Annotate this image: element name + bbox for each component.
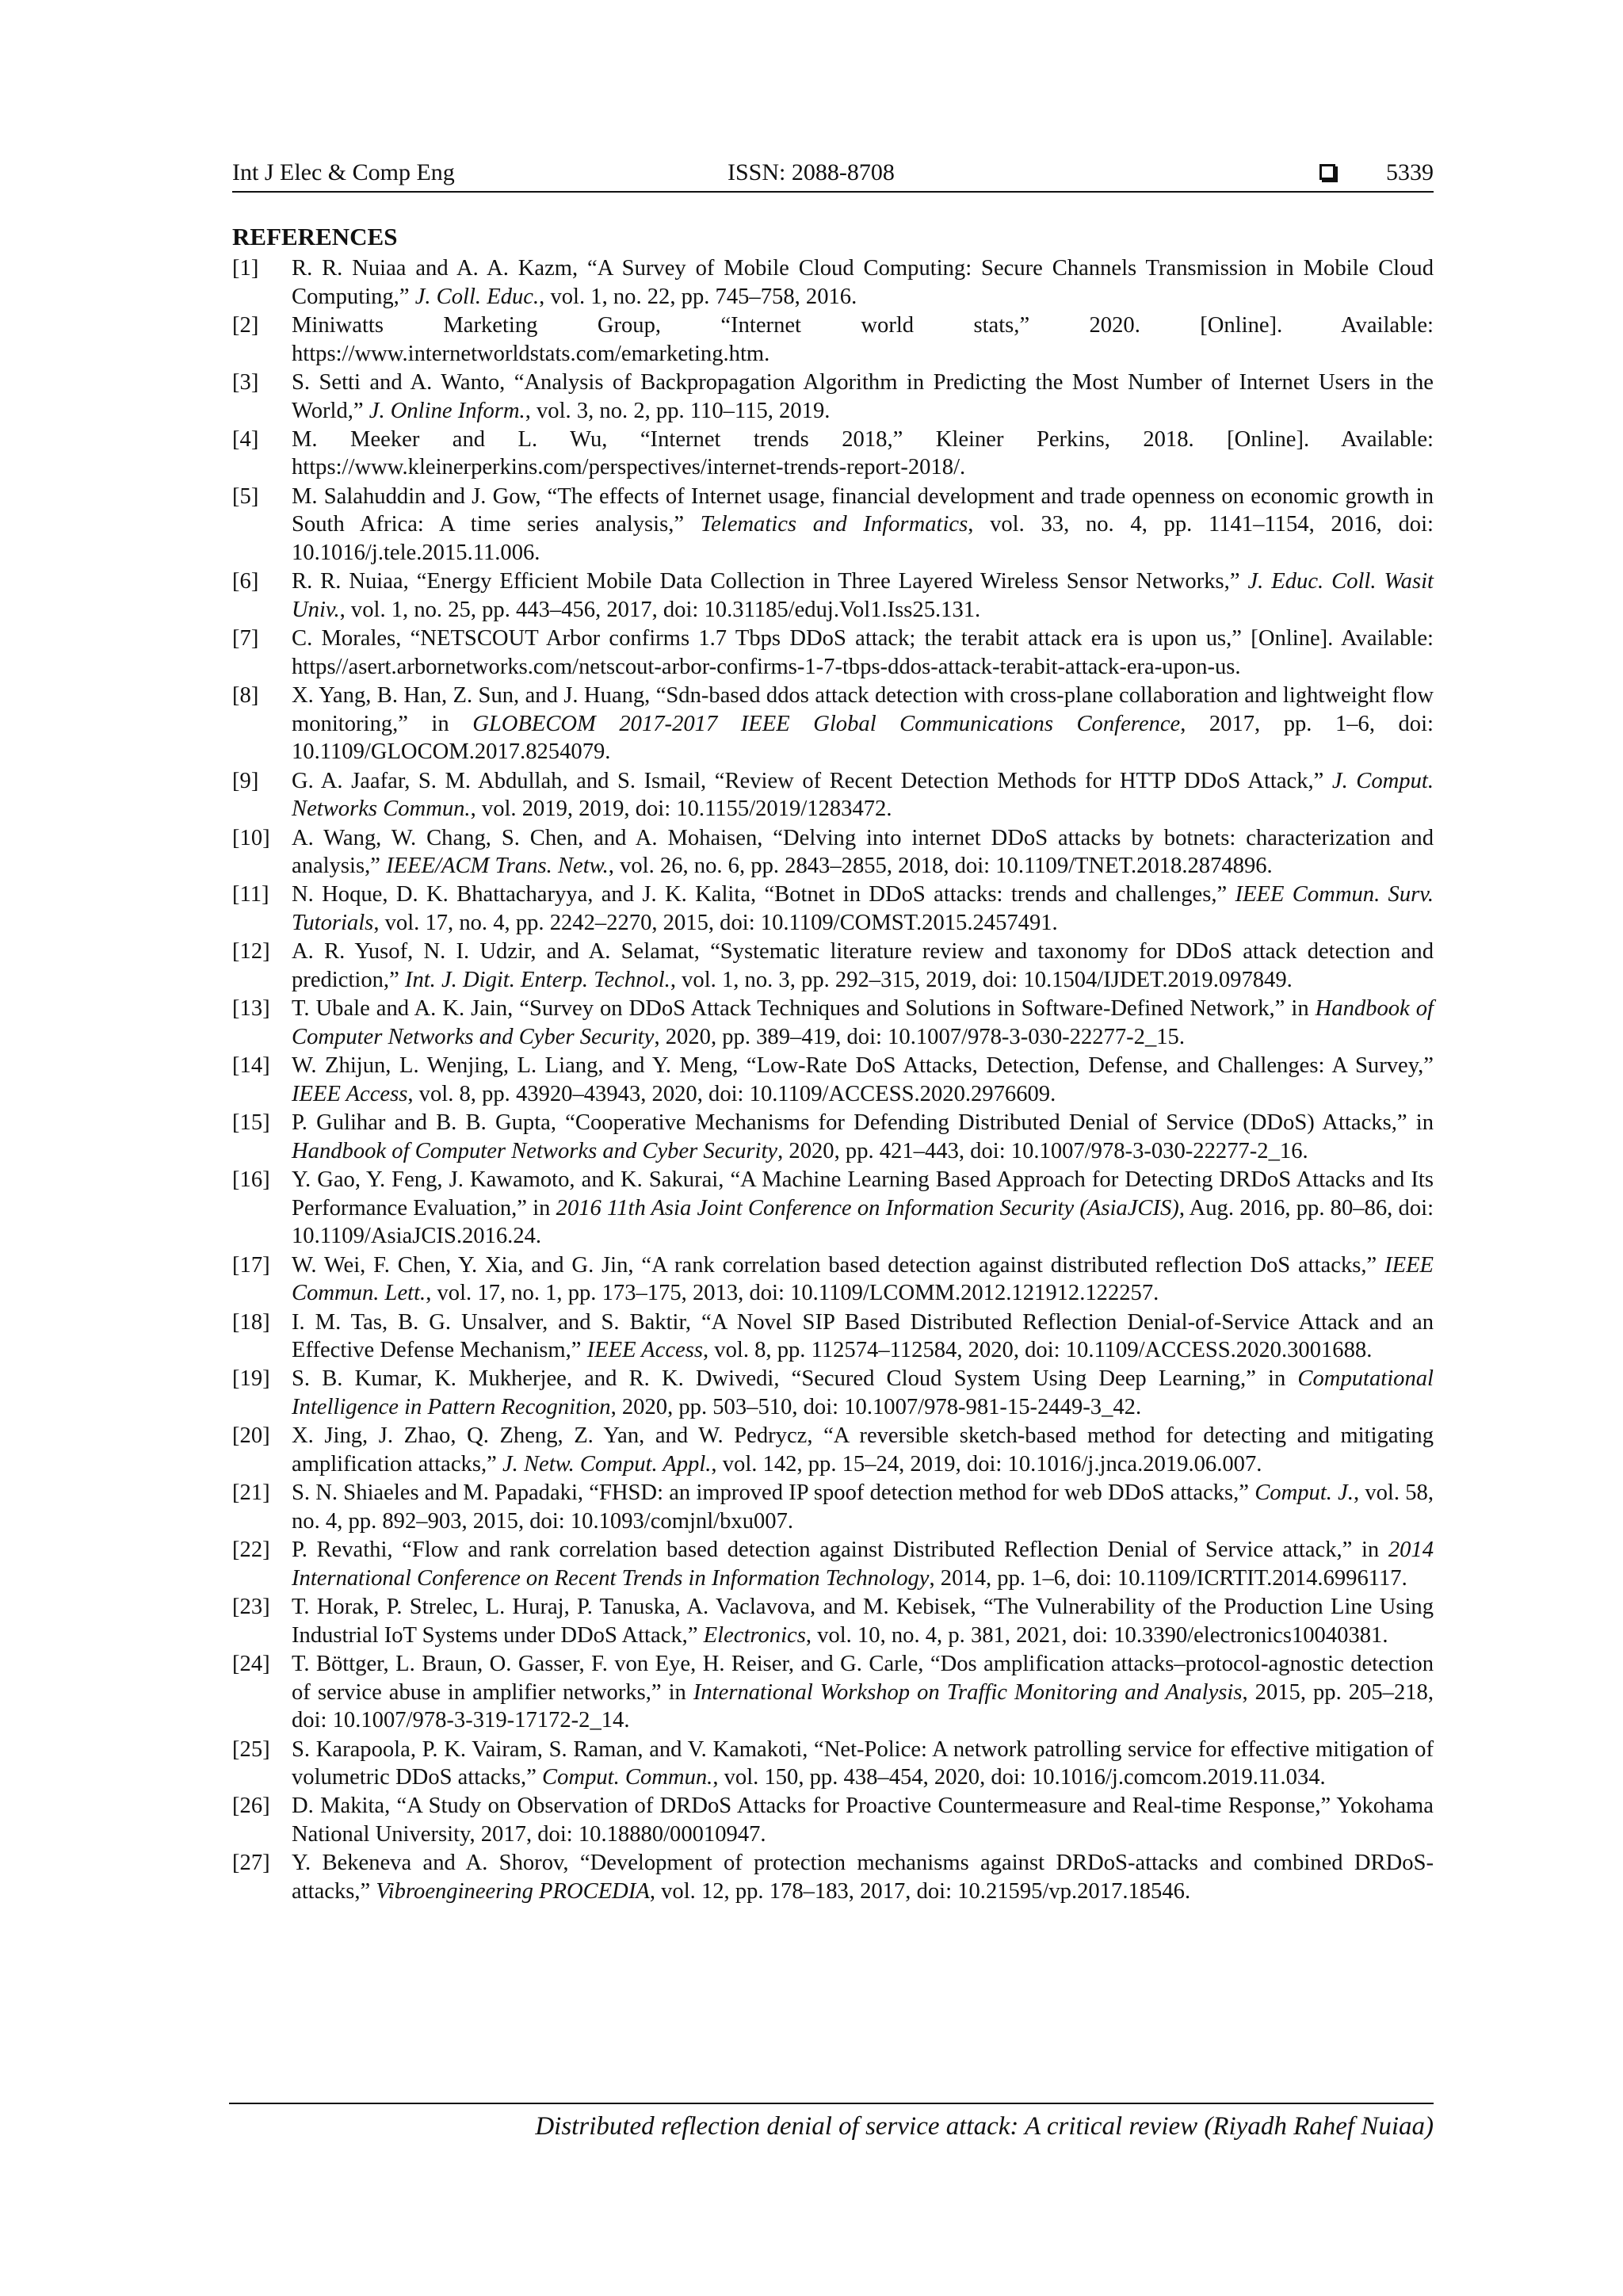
reference-number: [21]	[232, 1480, 270, 1506]
reference-number: [14]	[232, 1053, 270, 1079]
reference-item	[232, 824, 1434, 881]
reference-venue: 2016 11th Asia Joint Conference on Information Security (AsiaJCIS)	[556, 1195, 1179, 1221]
reference-text-segment: , vol. 10, no. 4, p. 381, 2021, doi: 10.3390/electronics10040381.	[805, 1622, 1388, 1648]
reference-item	[232, 1166, 1434, 1251]
reference-text-segment: R. R. Nuiaa, “Energy Efficient Mobile Data Collection in Three Layered Wireless Sensor Networks,”	[292, 569, 1248, 594]
reference-text-segment: T. Horak, P. Strelec, L. Huraj, P. Tanuska, A. Vaclavova, and M. Kebisek, “The Vulnerability of the Production Line Using Industrial IoT Systems under DDoS Attack,”	[292, 1595, 1434, 1648]
reference-item	[232, 767, 1434, 823]
reference-text-segment: W. Zhijun, L. Wenjing, L. Liang, and Y. Meng, “Low-Rate DoS Attacks, Detection, Defense, and Challenges: A Survey,”	[292, 1053, 1434, 1079]
reference-number: [12]	[232, 939, 270, 965]
reference-item	[232, 881, 1434, 937]
reference-text	[292, 483, 1434, 567]
reference-item	[232, 1365, 1434, 1421]
reference-text-segment: X. Yang, B. Han, Z. Sun, and J. Huang, “Sdn-based ddos attack detection with cross-plane collaboration and lightweight flow monitoring,” in	[292, 683, 1434, 736]
reference-venue: Handbook of Computer Networks and Cyber Security	[292, 996, 1434, 1049]
reference-item	[232, 1308, 1434, 1365]
reference-text-segment: , vol. 17, no. 4, pp. 2242–2270, 2015, doi: 10.1109/COMST.2015.2457491.	[373, 911, 1058, 936]
reference-text-segment: I. M. Tas, B. G. Unsalver, and S. Baktir, “A Novel SIP Based Distributed Reflection Denial-of-Service Attack and an Effective Defense Mechanism,”	[292, 1309, 1434, 1363]
reference-item	[232, 483, 1434, 567]
reference-item	[232, 938, 1434, 994]
reference-text	[292, 1479, 1434, 1535]
reference-text-segment: , vol. 1, no. 25, pp. 443–456, 2017, doi: 10.31185/eduj.Vol1.Iss25.131.	[339, 597, 981, 622]
reference-number: [15]	[232, 1110, 270, 1136]
reference-text-segment: S. Setti and A. Wanto, “Analysis of Backpropagation Algorithm in Predicting the Most Number of Internet Users in the World,”	[292, 369, 1434, 423]
reference-item	[232, 1109, 1434, 1165]
reference-text	[292, 1536, 1434, 1592]
reference-text	[292, 1251, 1434, 1308]
reference-text-segment: , vol. 8, pp. 112574–112584, 2020, doi: 10.1109/ACCESS.2020.3001688.	[702, 1338, 1373, 1363]
reference-text	[292, 767, 1434, 823]
reference-text-segment: , vol. 12, pp. 178–183, 2017, doi: 10.21595/vp.2017.18546.	[649, 1879, 1191, 1904]
reference-number: [19]	[232, 1366, 270, 1392]
reference-text-segment: , vol. 58, no. 4, pp. 892–903, 2015, doi: 10.1093/comjnl/bxu007.	[292, 1480, 1434, 1534]
reference-text	[292, 1849, 1434, 1905]
journal-name: Int J Elec & Comp Eng	[232, 159, 455, 185]
reference-number: [23]	[232, 1595, 270, 1620]
reference-number: [8]	[232, 683, 259, 709]
reference-number: [27]	[232, 1851, 270, 1876]
reference-venue: IEEE Commun. Lett.	[292, 1252, 1434, 1306]
reference-item	[232, 1251, 1434, 1308]
reference-text-segment: M. Meeker and L. Wu, “Internet trends 2018,” Kleiner Perkins, 2018. [Online]. Available: https://www.kleinerperkins.com/perspectives/internet-trends-report-2018/.	[292, 426, 1434, 480]
reference-venue: IEEE Commun. Surv. Tutorials	[292, 882, 1434, 936]
reference-text	[292, 567, 1434, 624]
reference-venue: IEEE/ACM Trans. Netw.	[386, 854, 609, 879]
reference-text	[292, 1650, 1434, 1735]
reference-number: [20]	[232, 1423, 270, 1449]
reference-text	[292, 682, 1434, 766]
reference-venue: J. Online Inform.	[369, 398, 525, 423]
reference-text-segment: A. R. Yusof, N. I. Udzir, and A. Selamat, “Systematic literature review and taxonomy for DDoS attack detection and prediction,”	[292, 939, 1434, 993]
reference-text-segment: , vol. 17, no. 1, pp. 173–175, 2013, doi: 10.1109/LCOMM.2012.121912.122257.	[426, 1281, 1159, 1306]
reference-venue: Comput. Commun.	[542, 1765, 713, 1790]
reference-text	[292, 1422, 1434, 1478]
reference-text-segment: A. Wang, W. Chang, S. Chen, and A. Mohaisen, “Delving into internet DDoS attacks by botnets: characterization and analysis,”	[292, 825, 1434, 879]
reference-item	[232, 682, 1434, 766]
reference-text-segment: , vol. 3, no. 2, pp. 110–115, 2019.	[525, 398, 831, 423]
reference-text-segment: , vol. 1, no. 22, pp. 745–758, 2016.	[539, 284, 857, 309]
reference-number: [6]	[232, 569, 259, 594]
reference-text	[292, 1052, 1434, 1108]
reference-venue: Vibroengineering PROCEDIA	[376, 1879, 650, 1904]
reference-number: [11]	[232, 882, 269, 907]
reference-text	[292, 369, 1434, 425]
reference-text-segment: , vol. 26, no. 6, pp. 2843–2855, 2018, doi: 10.1109/TNET.2018.2874896.	[608, 854, 1273, 879]
reference-number: [9]	[232, 768, 259, 793]
reference-text-segment: P. Gulihar and B. B. Gupta, “Cooperative Mechanisms for Defending Distributed Denial of Service (DDoS) Attacks,” in	[292, 1110, 1434, 1136]
reference-text-segment: R. R. Nuiaa and A. A. Kazm, “A Survey of Mobile Cloud Computing: Secure Channels Transmission in Mobile Cloud Computing,”	[292, 256, 1434, 309]
reference-text-segment: N. Hoque, D. K. Bhattacharyya, and J. K. Kalita, “Botnet in DDoS attacks: trends and challenges,”	[292, 882, 1235, 907]
reference-text-segment: W. Wei, F. Chen, Y. Xia, and G. Jin, “A rank correlation based detection against distributed reflection DoS attacks,”	[292, 1252, 1385, 1278]
reference-text-segment: , vol. 142, pp. 15–24, 2019, doi: 10.1016/j.jnca.2019.06.007.	[711, 1452, 1262, 1477]
reference-item	[232, 625, 1434, 681]
reference-text-segment: P. Revathi, “Flow and rank correlation based detection against Distributed Reflection Denial of Service attack,” in	[292, 1538, 1388, 1563]
reference-text	[292, 254, 1434, 311]
reference-item	[232, 1650, 1434, 1735]
reference-number: [24]	[232, 1651, 270, 1676]
reference-text-segment: X. Jing, J. Zhao, Q. Zheng, Z. Yan, and W. Pedrycz, “A reversible sketch-based method for detecting and mitigating amplification attacks,”	[292, 1423, 1434, 1477]
reference-text-segment: G. A. Jaafar, S. M. Abdullah, and S. Ismail, “Review of Recent Detection Methods for HTTP DDoS Attack,”	[292, 768, 1332, 793]
reference-venue: J. Coll. Educ.	[414, 284, 540, 309]
page-number: 5339	[1386, 159, 1434, 185]
reference-item	[232, 369, 1434, 425]
reference-venue: International Workshop on Traffic Monitoring and Analysis	[693, 1679, 1243, 1705]
reference-item	[232, 1792, 1434, 1848]
reference-item	[232, 311, 1434, 368]
reference-venue: J. Educ. Coll. Wasit Univ.	[292, 569, 1434, 622]
reference-text	[292, 1166, 1434, 1251]
reference-text-segment: M. Salahuddin and J. Gow, “The effects of Internet usage, financial development and trade openness on economic growth in South Africa: A time series analysis,”	[292, 483, 1434, 537]
reference-venue: Electronics	[703, 1622, 806, 1648]
reference-text	[292, 995, 1434, 1051]
reference-venue: Telematics and Informatics	[700, 512, 968, 537]
reference-text-segment: , 2020, pp. 503–510, doi: 10.1007/978-981-15-2449-3_42.	[610, 1395, 1142, 1420]
reference-item	[232, 1849, 1434, 1905]
reference-text-segment: , 2020, pp. 421–443, doi: 10.1007/978-3-030-22277-2_16.	[777, 1138, 1308, 1163]
reference-text	[292, 426, 1434, 482]
reference-venue: 2014 International Conference on Recent Trends in Information Technology	[292, 1538, 1434, 1591]
reference-text-segment: , 2020, pp. 389–419, doi: 10.1007/978-3-030-22277-2_15.	[654, 1024, 1185, 1049]
reference-text-segment: , 2017, pp. 1–6, doi: 10.1109/GLOCOM.2017.8254079.	[292, 711, 1434, 765]
reference-text	[292, 824, 1434, 881]
reference-number: [3]	[232, 369, 259, 395]
reference-number: [22]	[232, 1538, 270, 1563]
reference-text-segment: S. N. Shiaeles and M. Papadaki, “FHSD: an improved IP spoof detection method for web DDoS attacks,”	[292, 1480, 1255, 1506]
reference-number: [1]	[232, 256, 259, 281]
reference-number: [13]	[232, 996, 270, 1022]
reference-text	[292, 1593, 1434, 1649]
reference-text-segment: T. Böttger, L. Braun, O. Gasser, F. von Eye, H. Reiser, and G. Carle, “Dos amplification attacks–protocol-agnostic detection of service abuse in amplifier networks,” in	[292, 1651, 1434, 1705]
reference-venue: IEEE Access	[292, 1081, 408, 1106]
reference-item	[232, 1422, 1434, 1478]
reference-number: [5]	[232, 483, 259, 509]
reference-item	[232, 254, 1434, 311]
square-box-icon	[1319, 164, 1335, 180]
reference-number: [26]	[232, 1794, 270, 1819]
reference-venue: J. Comput. Networks Commun.	[292, 768, 1434, 822]
reference-text-segment: T. Ubale and A. K. Jain, “Survey on DDoS Attack Techniques and Solutions in Software-Defined Network,” in	[292, 996, 1316, 1022]
reference-text-segment: , Aug. 2016, pp. 80–86, doi: 10.1109/AsiaJCIS.2016.24.	[292, 1195, 1434, 1249]
reference-number: [17]	[232, 1252, 270, 1278]
reference-item	[232, 567, 1434, 624]
reference-item	[232, 1536, 1434, 1592]
reference-number: [18]	[232, 1309, 270, 1335]
reference-text	[292, 311, 1434, 368]
reference-text	[292, 1736, 1434, 1792]
reference-text-segment: Miniwatts Marketing Group, “Internet world stats,” 2020. [Online]. Available: https://www.internetworldstats.com/emarketing.htm.	[292, 312, 1434, 366]
reference-item	[232, 1593, 1434, 1649]
reference-item	[232, 1052, 1434, 1108]
reference-text-segment: Y. Bekeneva and A. Shorov, “Development of protection mechanisms against DRDoS-attacks and combined DRDoS-attacks,”	[292, 1851, 1434, 1904]
reference-text-segment: , vol. 2019, 2019, doi: 10.1155/2019/1283472.	[470, 797, 892, 822]
footer-divider	[229, 2103, 1434, 2104]
reference-text-segment: , 2014, pp. 1–6, doi: 10.1109/ICRTIT.2014.6996117.	[929, 1565, 1407, 1591]
references-heading: REFERENCES	[232, 223, 398, 250]
reference-item	[232, 426, 1434, 482]
reference-text-segment: , vol. 8, pp. 43920–43943, 2020, doi: 10.1109/ACCESS.2020.2976609.	[407, 1081, 1056, 1106]
reference-text-segment: S. B. Kumar, K. Mukherjee, and R. K. Dwivedi, “Secured Cloud System Using Deep Learning,” in	[292, 1366, 1298, 1392]
reference-text-segment: , 2015, pp. 205–218, doi: 10.1007/978-3-319-17172-2_14.	[292, 1679, 1434, 1733]
reference-number: [7]	[232, 626, 259, 651]
reference-number: [10]	[232, 825, 270, 850]
reference-text-segment: , vol. 1, no. 3, pp. 292–315, 2019, doi: 10.1504/IJDET.2019.097849.	[670, 968, 1293, 993]
reference-text	[292, 938, 1434, 994]
reference-text-segment: D. Makita, “A Study on Observation of DRDoS Attacks for Proactive Countermeasure and Real-time Response,” Yokohama National University, 2017, doi: 10.18880/00010947.	[292, 1794, 1434, 1847]
reference-text	[292, 1365, 1434, 1421]
reference-venue: IEEE Access	[586, 1338, 703, 1363]
reference-text-segment: C. Morales, “NETSCOUT Arbor confirms 1.7 Tbps DDoS attack; the terabit attack era is upon us,” [Online]. Available: https//asert.arbornetworks.com/netscout-arbor-confirms-1-7-tbps-ddos-attack-terabit-attack-era-upon-us.	[292, 626, 1434, 679]
reference-text-segment: , vol. 33, no. 4, pp. 1141–1154, 2016, doi: 10.1016/j.tele.2015.11.006.	[292, 512, 1434, 566]
reference-text	[292, 881, 1434, 937]
reference-venue: GLOBECOM 2017-2017 IEEE Global Communications Conference	[472, 711, 1181, 736]
reference-item	[232, 1479, 1434, 1535]
reference-text	[292, 625, 1434, 681]
reference-venue: Comput. J.	[1254, 1480, 1354, 1506]
reference-item	[232, 995, 1434, 1051]
reference-number: [25]	[232, 1736, 270, 1762]
reference-text-segment: , vol. 150, pp. 438–454, 2020, doi: 10.1016/j.comcom.2019.11.034.	[712, 1765, 1326, 1790]
header-divider	[232, 191, 1434, 193]
reference-venue: J. Netw. Comput. Appl.	[502, 1452, 712, 1477]
reference-text	[292, 1792, 1434, 1848]
reference-item	[232, 1736, 1434, 1792]
issn-label: ISSN: 2088-8708	[727, 159, 895, 185]
reference-text-segment: S. Karapoola, P. K. Vairam, S. Raman, and V. Kamakoti, “Net-Police: A network patrolling service for effective mitigation of volumetric DDoS attacks,”	[292, 1736, 1434, 1790]
running-title: Distributed reflection denial of service attack: A critical review (Riyadh Rahef Nuiaa)	[535, 2112, 1434, 2141]
reference-venue: Handbook of Computer Networks and Cyber Security	[292, 1138, 778, 1163]
reference-number: [2]	[232, 312, 259, 338]
reference-text-segment: Y. Gao, Y. Feng, J. Kawamoto, and K. Sakurai, “A Machine Learning Based Approach for Detecting DRDoS Attacks and Its Performance Evaluation,” in	[292, 1167, 1434, 1221]
reference-list	[232, 254, 1434, 1906]
reference-text	[292, 1308, 1434, 1365]
page-header	[232, 155, 1434, 190]
reference-venue: Int. J. Digit. Enterp. Technol.	[404, 968, 670, 993]
reference-text	[292, 1109, 1434, 1165]
reference-venue: Computational Intelligence in Pattern Recognition	[292, 1366, 1434, 1420]
reference-number: [16]	[232, 1167, 270, 1192]
reference-number: [4]	[232, 426, 259, 452]
